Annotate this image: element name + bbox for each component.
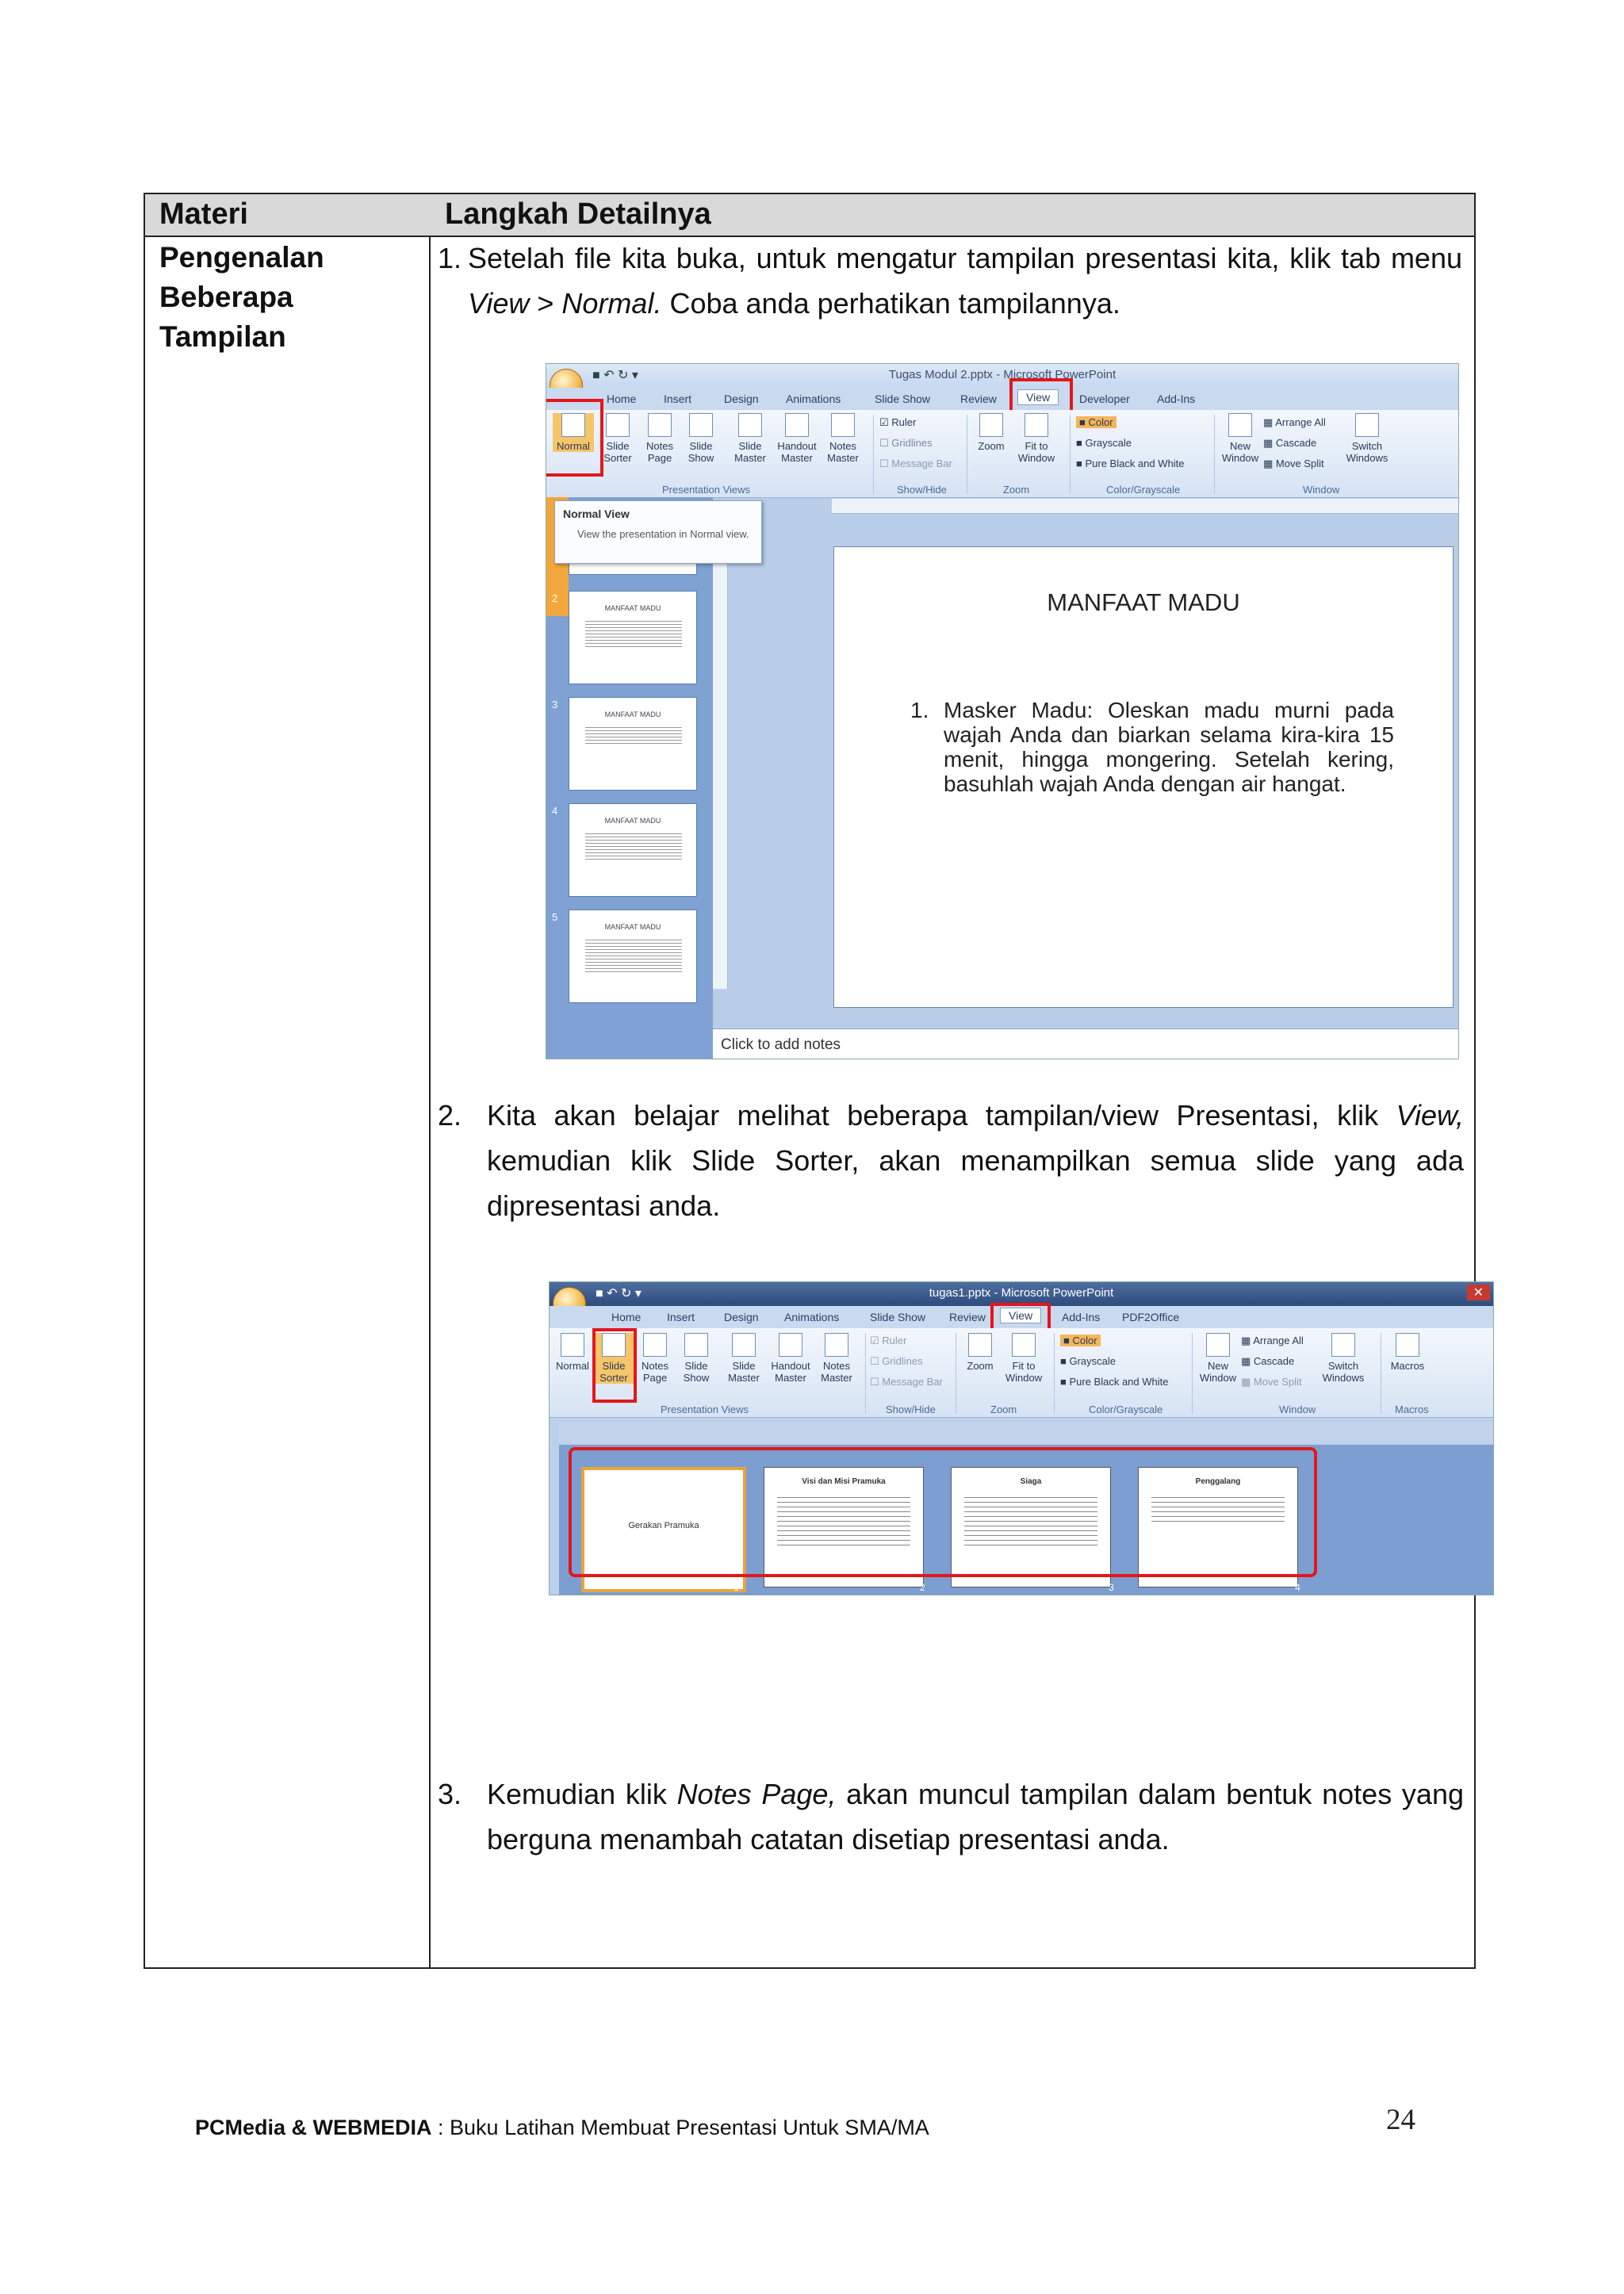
page-footer <box>195 2116 929 2140</box>
slide-title: Visi dan Misi Pramuka <box>802 1477 886 1486</box>
group-separator <box>1192 1333 1193 1414</box>
button-label: Notes Page <box>646 440 673 464</box>
button-label: Notes Master <box>827 440 859 464</box>
fit-to-window-icon <box>1025 413 1048 437</box>
checkbox-label: Message Bar <box>882 1376 943 1388</box>
tab-developer[interactable]: Developer <box>1079 393 1130 405</box>
step-number: 1. <box>438 242 462 274</box>
slide-master-icon <box>732 1333 756 1357</box>
slide-sorter-highlight <box>592 1328 637 1403</box>
step-text: Kemudian klik <box>487 1778 677 1810</box>
switch-windows-button[interactable] <box>1319 1333 1368 1384</box>
notes-page-button[interactable] <box>640 413 680 464</box>
button-label: Pure Black and White <box>1069 1376 1169 1388</box>
button-label: Move Split <box>1275 458 1324 469</box>
slide-show-button[interactable] <box>681 413 721 464</box>
message-bar-checkbox[interactable]: ☐ Message Bar <box>879 458 952 469</box>
checkbox-label: Message Bar <box>891 458 952 469</box>
group-label: Window <box>1279 1404 1316 1415</box>
normal-view-tooltip <box>554 500 762 564</box>
sorter-toolbar <box>559 1423 1493 1443</box>
window-title: Tugas Modul 2.pptx - Microsoft PowerPoint <box>888 368 1116 381</box>
gridlines-checkbox[interactable]: ☐ Gridlines <box>870 1355 923 1367</box>
footer-brand: PCMedia & WEBMEDIA <box>195 2116 432 2139</box>
slide-title: Penggalang <box>1195 1477 1241 1486</box>
button-label: Grayscale <box>1069 1355 1116 1367</box>
tab-design[interactable]: Design <box>724 393 759 405</box>
tab-home[interactable]: Home <box>607 393 637 405</box>
button-label: Color <box>1072 1335 1097 1346</box>
header-langkah: Langkah Detailnya <box>445 197 711 231</box>
button-label: Pure Black and White <box>1085 458 1185 469</box>
step-2 <box>438 1093 1464 1228</box>
zoom-icon <box>979 413 1003 437</box>
notes-master-icon <box>825 1333 848 1357</box>
handout-master-icon <box>785 413 809 437</box>
slide-master-button[interactable] <box>729 413 772 464</box>
pure-black-white-button[interactable]: ■ Pure Black and White <box>1060 1376 1169 1388</box>
message-bar-checkbox[interactable]: ☐ Message Bar <box>870 1376 943 1388</box>
group-label: Zoom <box>990 1404 1017 1415</box>
button-label: Cascade <box>1275 437 1317 449</box>
thumbnail-title: MANFAAT MADU <box>604 710 661 718</box>
button-label: Handout Master <box>771 1360 810 1384</box>
group-label: Presentation Views <box>661 1404 749 1415</box>
group-label: Show/Hide <box>897 484 947 496</box>
slide-sorter-icon <box>606 413 630 437</box>
group-label: Color/Grayscale <box>1089 1404 1163 1415</box>
color-button[interactable]: ■ Color <box>1060 1335 1101 1346</box>
slide-show-button[interactable] <box>676 1333 716 1384</box>
group-separator <box>873 415 874 494</box>
materi-line: Pengenalan <box>159 241 324 274</box>
button-label: New Window <box>1221 440 1259 464</box>
step-text: Coba anda perhatikan tampilannya. <box>661 287 1120 320</box>
button-label: Zoom <box>967 1360 994 1372</box>
arrange-all-button[interactable]: ▦ Arrange All <box>1241 1335 1304 1346</box>
new-window-button[interactable] <box>1219 413 1262 464</box>
close-icon[interactable]: ✕ <box>1467 1285 1490 1300</box>
tab-review[interactable]: Review <box>960 393 997 405</box>
materi-line: Beberapa <box>159 281 293 313</box>
zoom-icon <box>968 1333 992 1357</box>
header-materi: Materi <box>159 197 248 231</box>
slide-master-button[interactable] <box>722 1333 765 1384</box>
button-label: Macros <box>1390 1360 1425 1372</box>
group-separator <box>1070 415 1071 494</box>
tab-design[interactable]: Design <box>724 1311 759 1323</box>
tab-animations[interactable]: Animations <box>786 393 841 405</box>
slide-number: 2 <box>552 592 558 604</box>
notes-page-ref: Notes Page, <box>676 1778 837 1810</box>
thumbnail-text-lines <box>585 725 682 744</box>
button-label: Slide Master <box>728 1360 760 1384</box>
switch-windows-icon <box>1355 413 1379 437</box>
tab-slide-show[interactable]: Slide Show <box>870 1311 926 1323</box>
tab-add-ins[interactable]: Add-Ins <box>1062 1311 1101 1323</box>
column-divider <box>429 194 431 1967</box>
materi-line: Tampilan <box>159 320 286 353</box>
step-number: 2. <box>438 1099 462 1132</box>
thumbnail-title: MANFAAT MADU <box>604 923 661 931</box>
macros-button[interactable] <box>1385 1333 1430 1372</box>
checkbox-label: Gridlines <box>882 1355 923 1367</box>
slide-thumbnail[interactable] <box>569 803 697 897</box>
tab-insert[interactable]: Insert <box>667 1311 695 1323</box>
slide-number: 1 <box>733 1582 739 1593</box>
thumbnail-title: MANFAAT MADU <box>604 817 661 825</box>
button-label: Color <box>1088 416 1113 428</box>
zoom-button[interactable] <box>960 1333 1000 1372</box>
page-number: 24 <box>1386 2104 1415 2136</box>
normal-view-icon <box>561 1333 584 1357</box>
grayscale-button[interactable]: ■ Grayscale <box>1076 437 1132 449</box>
arrange-all-button[interactable]: ▦ Arrange All <box>1263 416 1326 428</box>
tab-slide-show[interactable]: Slide Show <box>875 393 931 405</box>
button-label: Arrange All <box>1253 1335 1304 1346</box>
tab-pdf2office[interactable]: PDF2Office <box>1122 1311 1180 1323</box>
cascade-button[interactable]: ▦ Cascade <box>1263 437 1317 449</box>
tooltip-title: Normal View <box>563 507 630 520</box>
slide-show-icon <box>684 1333 708 1357</box>
slide-number: 4 <box>1295 1582 1300 1593</box>
fit-to-window-button[interactable] <box>1014 413 1059 464</box>
normal-button-highlight <box>546 399 603 477</box>
slide-number: 4 <box>552 805 558 817</box>
list-number: 1. <box>910 698 929 722</box>
move-split-button[interactable]: ▦ Move Split <box>1263 458 1324 469</box>
notes-master-button[interactable] <box>816 1333 857 1384</box>
table-header-row <box>145 194 1474 237</box>
tab-review[interactable]: Review <box>949 1311 986 1323</box>
list-item-text: Masker Madu: Oleskan madu murni pada wajah Anda dan biarkan selama kira-kira 15 menit, hingga mongering. Setelah kering, basuhlah wajah Anda dengan air hangat. <box>944 698 1394 796</box>
title-bar <box>546 364 1458 388</box>
slide-number: 2 <box>920 1582 925 1593</box>
new-window-icon <box>1206 1333 1230 1357</box>
button-label: Normal <box>557 440 590 452</box>
tab-insert[interactable]: Insert <box>664 393 692 405</box>
button-label: Zoom <box>978 440 1005 452</box>
tooltip-description: View the presentation in Normal view. <box>577 528 749 540</box>
slide-master-icon <box>738 413 762 437</box>
tab-view[interactable]: View <box>1000 1308 1041 1323</box>
slide-title: Gerakan Pramuka <box>628 1521 699 1530</box>
slide-title: Siaga <box>1020 1477 1042 1486</box>
notes-page-icon <box>648 413 672 437</box>
ribbon-tabs <box>546 388 1458 410</box>
step-1 <box>438 236 1462 326</box>
notes-page-icon <box>643 1333 667 1357</box>
group-label: Macros <box>1395 1404 1429 1415</box>
ribbon <box>550 1328 1493 1418</box>
thumbnail-text-lines <box>585 831 682 860</box>
switch-windows-icon <box>1331 1333 1355 1357</box>
button-label: Switch Windows <box>1322 1360 1365 1384</box>
step-text: kemudian klik Slide Sorter, akan menampilkan semua slide yang ada dipresentasi anda. <box>487 1144 1464 1222</box>
fit-to-window-button[interactable] <box>1002 1333 1046 1384</box>
tab-add-ins[interactable]: Add-Ins <box>1157 393 1196 405</box>
handout-master-button[interactable] <box>767 1333 814 1384</box>
group-label: Window <box>1303 484 1340 496</box>
view-menu-ref: View <box>468 287 530 320</box>
slide-title[interactable]: MANFAAT MADU <box>1047 588 1240 616</box>
view-menu-ref: View, <box>1396 1099 1464 1132</box>
group-separator <box>1054 1333 1055 1414</box>
group-label: Color/Grayscale <box>1106 484 1181 496</box>
slide-body[interactable] <box>910 698 1394 796</box>
notes-page-button[interactable] <box>635 1333 675 1384</box>
ribbon <box>546 410 1458 498</box>
slide-number: 3 <box>1109 1582 1114 1593</box>
button-label: Fit to Window <box>1017 440 1055 464</box>
button-label: New Window <box>1199 1360 1237 1384</box>
thumbnail-title: MANFAAT MADU <box>604 604 661 612</box>
materi-cell <box>159 238 421 357</box>
slide-thumbnail[interactable] <box>569 910 697 1003</box>
grayscale-button[interactable]: ■ Grayscale <box>1060 1355 1116 1367</box>
checkbox-label: Gridlines <box>891 437 933 449</box>
notes-master-icon <box>831 413 855 437</box>
button-label: Slide Show <box>688 440 714 464</box>
macros-icon <box>1396 1333 1419 1357</box>
button-label: Slide Sorter <box>603 440 632 464</box>
thumbnail-text-lines <box>585 937 682 972</box>
normal-view-button[interactable] <box>553 1333 592 1372</box>
notes-placeholder: Click to add notes <box>721 1036 841 1053</box>
tab-view[interactable]: View <box>1017 389 1059 405</box>
button-label: Notes Master <box>821 1360 852 1384</box>
button-label: Normal <box>556 1360 589 1372</box>
new-window-button[interactable] <box>1197 1333 1239 1384</box>
ruler-checkbox[interactable]: ☑ Ruler <box>879 416 917 428</box>
gridlines-checkbox[interactable]: ☐ Gridlines <box>879 437 933 449</box>
step-text: > <box>529 287 562 320</box>
normal-ref: Normal. <box>561 287 662 320</box>
slide-number: 5 <box>552 911 558 923</box>
vertical-ruler <box>713 513 728 989</box>
step-3 <box>438 1771 1464 1862</box>
screenshot-normal-view <box>546 363 1459 1059</box>
quick-access-icons[interactable]: ■ ↶ ↻ ▾ <box>592 369 638 382</box>
step-text: akan muncul tampilan dalam bentuk notes yang berguna menambah catatan disetiap presentasi anda. <box>487 1778 1464 1855</box>
group-separator <box>865 1333 866 1414</box>
quick-access-icons[interactable]: ■ ↶ ↻ ▾ <box>596 1287 642 1300</box>
button-label: Handout Master <box>777 440 817 464</box>
view-tab-highlight <box>990 1303 1051 1331</box>
group-label: Zoom <box>1003 484 1030 496</box>
button-label: Cascade <box>1253 1355 1295 1367</box>
button-label: Slide Show <box>683 1360 710 1384</box>
tab-animations[interactable]: Animations <box>784 1311 840 1323</box>
pure-black-white-button[interactable]: ■ Pure Black and White <box>1076 458 1185 469</box>
slides-highlight <box>569 1447 1317 1577</box>
slide-editing-area[interactable] <box>833 546 1454 1008</box>
horizontal-ruler <box>832 499 1458 514</box>
switch-windows-button[interactable] <box>1342 413 1392 464</box>
slide-thumbnail[interactable] <box>569 697 697 791</box>
group-label: Show/Hide <box>886 1404 936 1415</box>
notes-master-button[interactable] <box>822 413 864 464</box>
slide-show-icon <box>689 413 713 437</box>
button-label: Arrange All <box>1275 416 1326 428</box>
screenshot-slide-sorter <box>549 1281 1494 1595</box>
button-label: Slide Master <box>734 440 766 464</box>
slide-thumbnail[interactable] <box>569 591 697 684</box>
button-label: Notes Page <box>642 1360 668 1384</box>
checkbox-label: Ruler <box>882 1335 907 1346</box>
slide-number: 3 <box>552 699 558 710</box>
step-number: 3. <box>438 1778 462 1810</box>
button-label: Grayscale <box>1085 437 1132 449</box>
thumbnail-text-lines <box>585 618 682 647</box>
button-label: Switch Windows <box>1346 440 1388 464</box>
step-text: Kita akan belajar melihat beberapa tampilan/view Presentasi, klik <box>487 1099 1396 1132</box>
step-text: Setelah file kita buka, untuk mengatur tampilan presentasi kita, klik tab menu <box>468 242 1462 274</box>
zoom-button[interactable] <box>971 413 1011 452</box>
checkbox-label: Ruler <box>891 416 917 428</box>
handout-master-icon <box>779 1333 802 1357</box>
footer-text: : Buku Latihan Membuat Presentasi Untuk SMA/MA <box>431 2116 929 2139</box>
move-split-button[interactable]: ▦ Move Split <box>1241 1376 1302 1388</box>
group-separator <box>1214 415 1215 494</box>
notes-pane[interactable] <box>713 1028 1458 1059</box>
tab-home[interactable]: Home <box>611 1311 642 1323</box>
group-label: Presentation Views <box>662 484 751 496</box>
fit-to-window-icon <box>1012 1333 1036 1357</box>
ruler-checkbox[interactable]: ☑ Ruler <box>870 1335 907 1346</box>
slides-pane <box>546 497 713 1059</box>
color-button[interactable]: ■ Color <box>1076 416 1116 428</box>
new-window-icon <box>1228 413 1252 437</box>
button-label: Move Split <box>1253 1376 1302 1388</box>
cascade-button[interactable]: ▦ Cascade <box>1241 1355 1295 1367</box>
button-label: Fit to Window <box>1005 1360 1043 1384</box>
handout-master-button[interactable] <box>773 413 821 464</box>
window-title: tugas1.pptx - Microsoft PowerPoint <box>929 1286 1114 1300</box>
button-label: Slide Sorter <box>599 1360 628 1384</box>
